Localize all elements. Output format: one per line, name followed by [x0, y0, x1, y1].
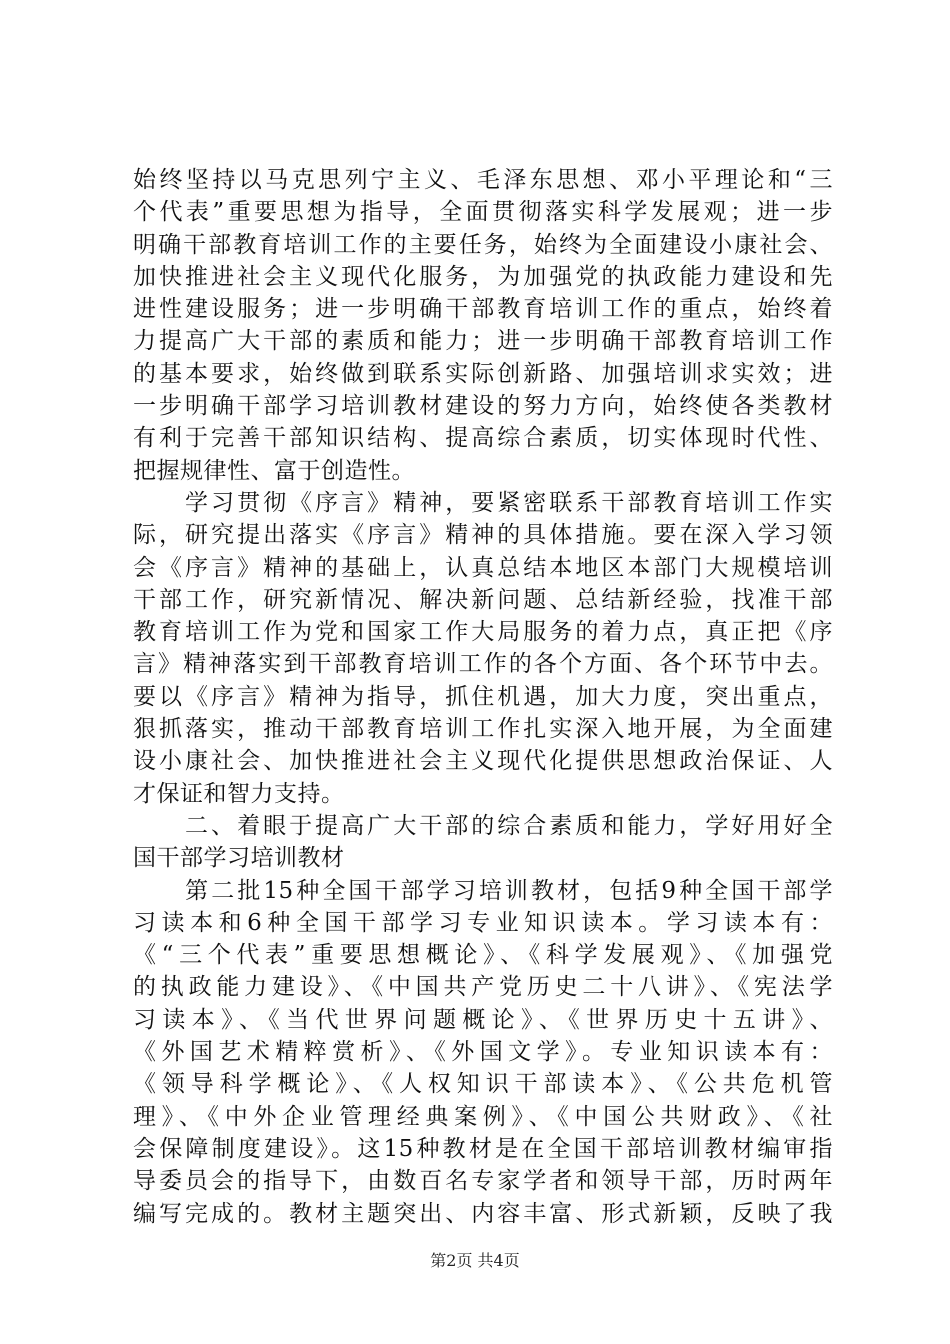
text-line: 学习贯彻《序言》精神，要紧密联系干部教育培训工作实 [133, 489, 833, 516]
text-line: 习读本和6种全国干部学习专业知识读本。学习读本有： [133, 909, 833, 936]
text-line: 明确干部教育培训工作的主要任务，始终为全面建设小康社会、 [133, 231, 833, 258]
text-line: 始终坚持以马克思列宁主义、毛泽东思想、邓小平理论和“三 [133, 167, 833, 193]
text-line: 个代表”重要思想为指导，全面贯彻落实科学发展观；进一步 [133, 199, 833, 226]
text-line: 会《序言》精神的基础上，认真总结本地区本部门大规模培训 [133, 554, 833, 581]
text-line: 二、着眼于提高广大干部的综合素质和能力，学好用好全 [133, 812, 833, 839]
text-line: 有利于完善干部知识结构、提高综合素质，切实体现时代性、 [133, 425, 833, 452]
text-line: 《“三个代表”重要思想概论》、《科学发展观》、《加强党 [133, 942, 833, 969]
text-line: 加快推进社会主义现代化服务，为加强党的执政能力建设和先 [133, 263, 833, 290]
text-line: 第二批15种全国干部学习培训教材，包括9种全国干部学 [133, 877, 833, 904]
text-line: 力提高广大干部的素质和能力；进一步明确干部教育培训工作 [133, 328, 833, 355]
text-line: 教育培训工作为党和国家工作大局服务的着力点，真正把《序 [133, 619, 833, 646]
text-line: 习读本》、《当代世界问题概论》、《世界历史十五讲》、 [133, 1006, 833, 1033]
text-line: 言》精神落实到干部教育培训工作的各个方面、各个环节中去。 [133, 651, 833, 678]
page-footer: 第2页 共4页 [430, 1251, 520, 1270]
text-line: 《外国艺术精粹赏析》、《外国文学》。专业知识读本有： [133, 1039, 833, 1066]
text-line: 要以《序言》精神为指导，抓住机遇，加大力度，突出重点， [133, 683, 833, 710]
text-line: 才保证和智力支持。 [133, 780, 345, 807]
text-line: 一步明确干部学习培训教材建设的努力方向，始终使各类教材 [133, 393, 833, 420]
text-line: 编写完成的。教材主题突出、内容丰富、形式新颖，反映了我 [133, 1200, 833, 1227]
text-line: 际，研究提出落实《序言》精神的具体措施。要在深入学习领 [133, 522, 833, 549]
text-line: 《领导科学概论》、《人权知识干部读本》、《公共危机管 [133, 1071, 833, 1098]
text-line: 把握规律性、富于创造性。 [133, 457, 415, 484]
text-line: 狠抓落实，推动干部教育培训工作扎实深入地开展，为全面建 [133, 716, 833, 743]
text-line: 理》、《中外企业管理经典案例》、《中国公共财政》、《社 [133, 1103, 833, 1130]
text-line: 会保障制度建设》。这15种教材是在全国干部培训教材编审指 [133, 1135, 833, 1162]
text-line: 的执政能力建设》、《中国共产党历史二十八讲》、《宪法学 [133, 974, 833, 1001]
text-line: 的基本要求，始终做到联系实际创新路、加强培训求实效；进 [133, 360, 833, 387]
text-line: 导委员会的指导下，由数百名专家学者和领导干部，历时两年 [133, 1168, 833, 1195]
text-line: 干部工作，研究新情况、解决新问题、总结新经验，找准干部 [133, 586, 833, 613]
text-line: 设小康社会、加快推进社会主义现代化提供思想政治保证、人 [133, 748, 833, 775]
text-line: 国干部学习培训教材 [133, 845, 345, 872]
text-line: 进性建设服务；进一步明确干部教育培训工作的重点，始终着 [133, 296, 833, 323]
body-text [133, 164, 833, 1230]
